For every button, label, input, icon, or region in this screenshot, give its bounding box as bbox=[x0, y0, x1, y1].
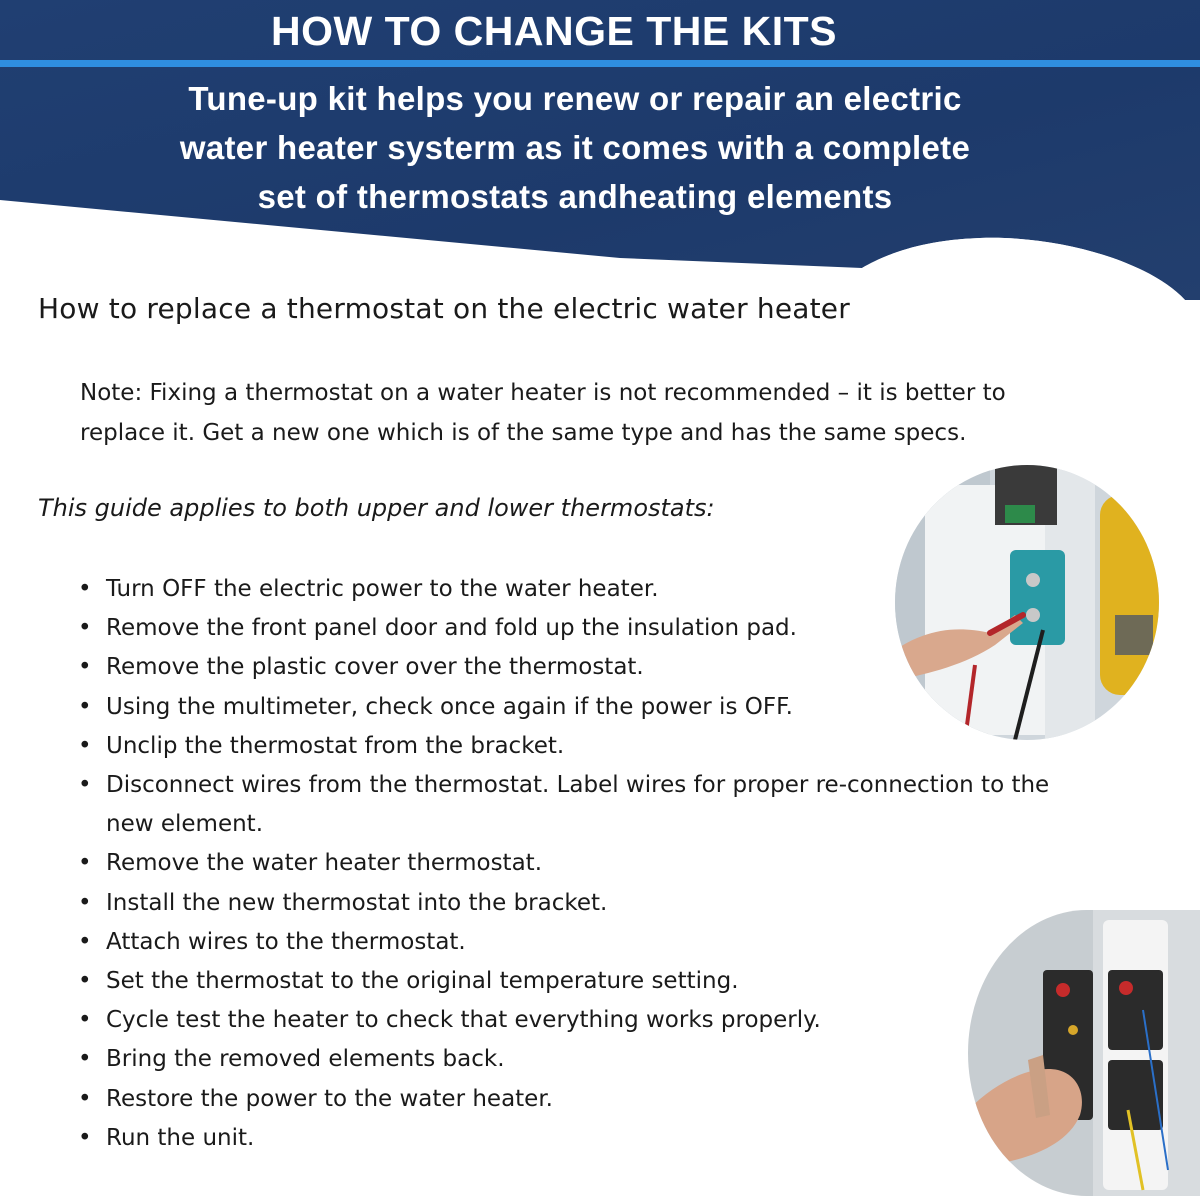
subtitle-line: water heater systerm as it comes with a complete bbox=[179, 129, 971, 166]
section-heading: How to replace a thermostat on the electric water heater bbox=[38, 292, 850, 325]
step-item: • Install the new thermostat into the bracket. bbox=[106, 884, 1186, 923]
hand-holding-thermostat-photo bbox=[968, 910, 1200, 1196]
step-item-continuation: new element. bbox=[106, 811, 264, 838]
step-item: • Remove the plastic cover over the thermostat. bbox=[106, 648, 1186, 687]
step-item: • Using the multimeter, check once again if the power is OFF. bbox=[106, 688, 1186, 727]
note-line: replace it. Get a new one which is of the same type and has the same specs. bbox=[80, 420, 967, 446]
guide-intro: This guide applies to both upper and lower thermostats: bbox=[38, 494, 715, 522]
step-item: • Attach wires to the thermostat. bbox=[106, 923, 1186, 962]
page-subtitle bbox=[40, 74, 1110, 221]
step-item: • Cycle test the heater to check that everything works properly. bbox=[106, 1001, 1186, 1040]
step-item: • Restore the power to the water heater. bbox=[106, 1080, 1186, 1119]
note-paragraph bbox=[80, 373, 1140, 453]
step-item: • Remove the water heater thermostat. bbox=[106, 844, 1186, 883]
note-line: Note: Fixing a thermostat on a water heater is not recommended – it is better to bbox=[80, 380, 1006, 406]
page-title: HOW TO CHANGE THE KITS bbox=[270, 8, 838, 54]
step-item: • Disconnect wires from the thermostat. Label wires for proper re-connection to the bbox=[106, 766, 1186, 805]
step-item: • Unclip the thermostat from the bracket. bbox=[106, 727, 1186, 766]
step-item: • Set the thermostat to the original temperature setting. bbox=[106, 962, 1186, 1001]
step-item: • Remove the front panel door and fold up the insulation pad. bbox=[106, 609, 1186, 648]
subtitle-line: Tune-up kit helps you renew or repair an electric bbox=[188, 80, 962, 117]
multimeter-testing-thermostat-photo bbox=[895, 465, 1159, 740]
step-item: • Turn OFF the electric power to the water heater. bbox=[106, 570, 1186, 609]
subtitle-line: set of thermostats andheating elements bbox=[257, 178, 893, 215]
step-item: • Bring the removed elements back. bbox=[106, 1040, 1186, 1079]
header-banner bbox=[0, 0, 1200, 300]
step-item: • Run the unit. bbox=[106, 1119, 1186, 1158]
